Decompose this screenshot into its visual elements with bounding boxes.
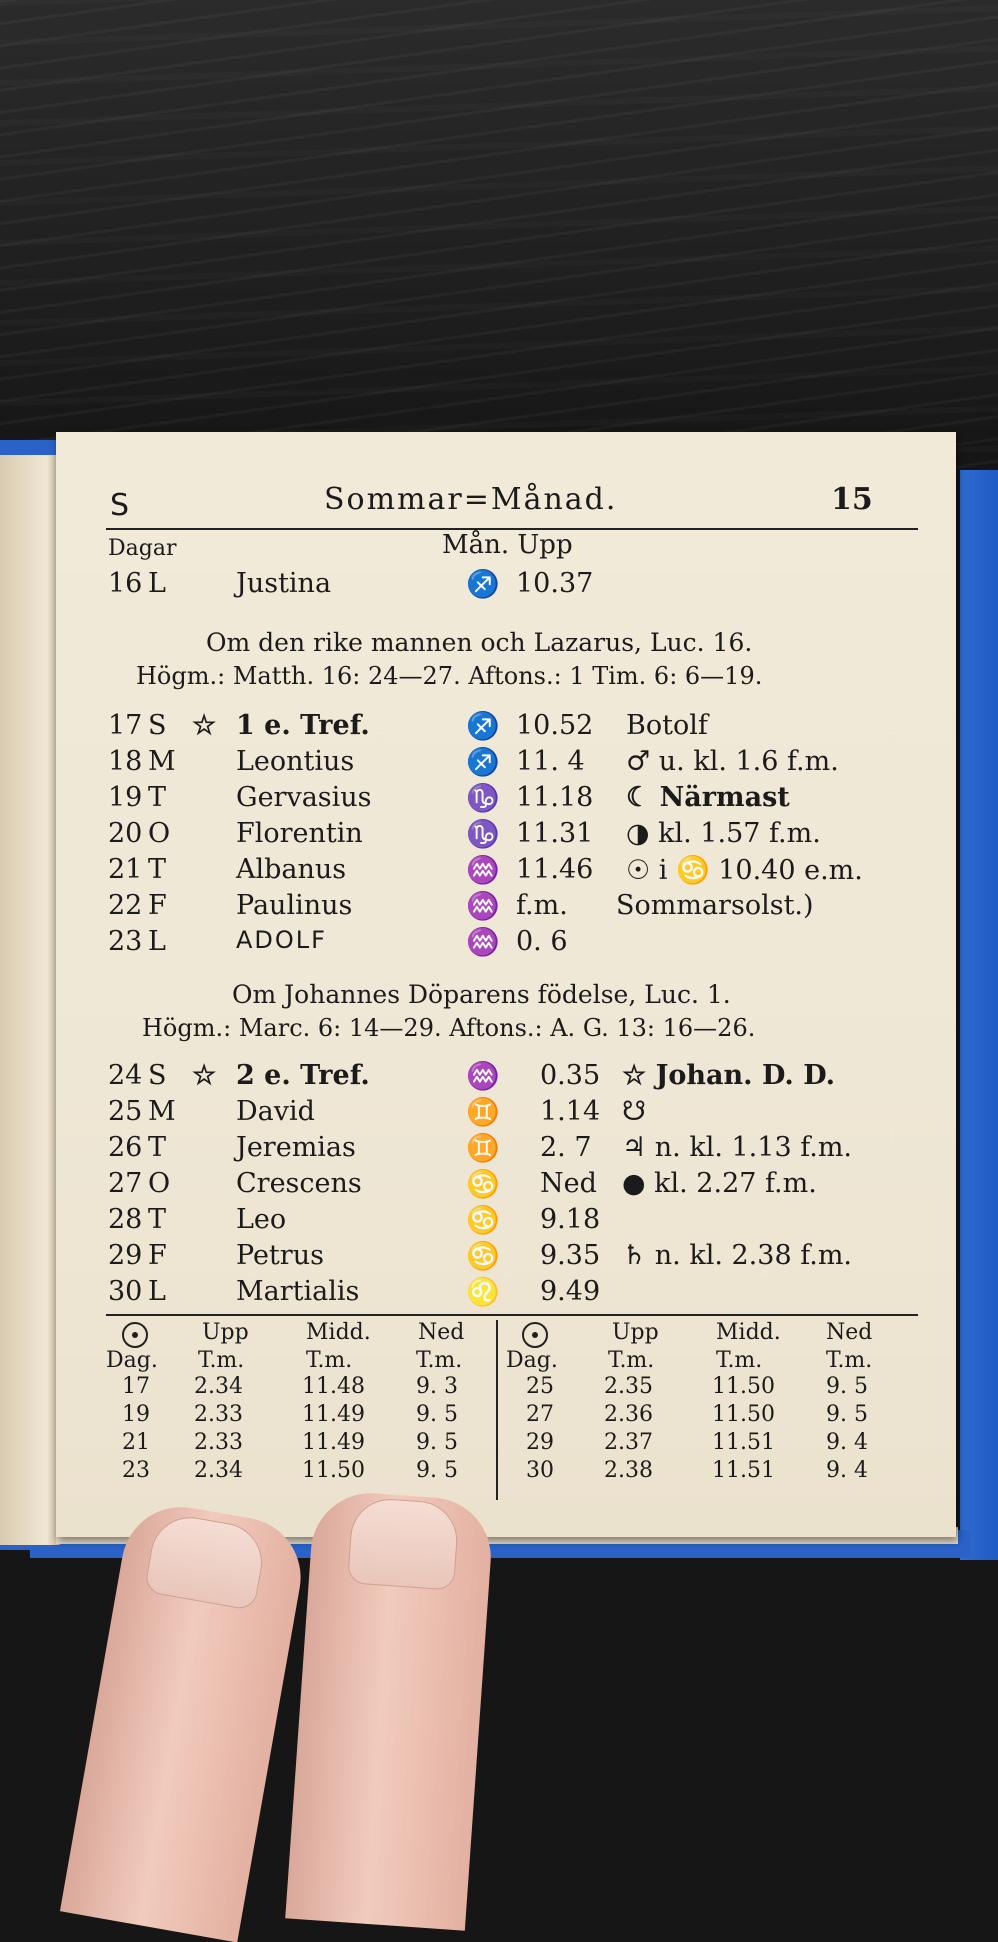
table-cell: 9. 4 — [826, 1458, 868, 1483]
moon-time: 9.35 — [540, 1240, 601, 1271]
col-header: T.m. — [416, 1348, 463, 1373]
weekday-letter: S — [148, 1060, 167, 1091]
weekday-letter: L — [148, 926, 166, 957]
table-cell: 9. 3 — [416, 1374, 458, 1399]
page-title: Sommar=Månad. — [324, 482, 618, 517]
name-day: Justina — [236, 568, 332, 599]
day-number: 27 — [108, 1168, 143, 1199]
sermon-title: Om den rike mannen och Lazarus, Luc. 16. — [206, 628, 753, 657]
sun-icon — [122, 1322, 148, 1348]
sun-table-right — [506, 1318, 926, 1498]
name-day: 2 e. Tref. — [236, 1060, 370, 1091]
table-cell: 2.33 — [194, 1430, 243, 1455]
day-number: 22 — [108, 890, 143, 921]
col-header: Dag. — [106, 1348, 158, 1373]
row-note: ◑ kl. 1.57 f.m. — [626, 818, 821, 849]
weekday-letter: S — [148, 710, 167, 741]
name-day: Leontius — [236, 746, 355, 777]
book-cover-right — [960, 470, 998, 1560]
weekday-letter: T — [148, 1132, 167, 1163]
row-note: Sommarsolst.) — [616, 890, 814, 921]
day-number: 20 — [108, 818, 143, 849]
sun-icon — [522, 1322, 548, 1348]
row-note: ♄ n. kl. 2.38 f.m. — [622, 1240, 853, 1271]
almanac-page — [56, 432, 956, 1537]
table-cell: 27 — [526, 1402, 554, 1427]
zodiac-icon: ♒ — [466, 927, 500, 958]
col-header: Upp — [202, 1320, 249, 1345]
moon-time: 0.35 — [540, 1060, 601, 1091]
moon-time: 9.49 — [540, 1276, 601, 1307]
sermon-title: Om Johannes Döparens födelse, Luc. 1. — [232, 980, 731, 1009]
table-cell: 2.33 — [194, 1402, 243, 1427]
table-cell: 23 — [122, 1458, 150, 1483]
moon-time: 11.18 — [516, 782, 594, 813]
day-number: 17 — [108, 710, 143, 741]
table-cell: 9. 5 — [416, 1458, 458, 1483]
table-cell: 29 — [526, 1430, 554, 1455]
col-header: Upp — [612, 1320, 659, 1345]
zodiac-icon: ♑ — [466, 783, 500, 814]
weekday-letter: F — [148, 890, 167, 921]
table-divider — [496, 1320, 498, 1500]
day-number: 30 — [108, 1276, 143, 1307]
col-header: Dag. — [506, 1348, 558, 1373]
table-cell: 2.36 — [604, 1402, 653, 1427]
moon-time: 10.52 — [516, 710, 594, 741]
day-number: 21 — [108, 854, 143, 885]
name-day: Paulinus — [236, 890, 353, 921]
day-number: 25 — [108, 1096, 143, 1127]
col-header: Midd. — [716, 1320, 781, 1345]
table-cell: 9. 5 — [416, 1430, 458, 1455]
zodiac-icon: ♐ — [466, 747, 500, 778]
sunday-star-icon: ☆ — [192, 1060, 217, 1091]
sun-table-left — [106, 1318, 496, 1498]
table-cell: 17 — [122, 1374, 150, 1399]
sermon-readings: Högm.: Marc. 6: 14—29. Aftons.: A. G. 13: 16—26. — [142, 1014, 756, 1042]
table-rule — [106, 1314, 918, 1316]
table-cell: 9. 5 — [416, 1402, 458, 1427]
weekday-letter: T — [148, 854, 167, 885]
weekday-letter: M — [148, 1096, 176, 1127]
zodiac-icon: ♊ — [466, 1133, 500, 1164]
table-cell: 11.51 — [712, 1430, 775, 1455]
day-number: 29 — [108, 1240, 143, 1271]
table-cell: 2.38 — [604, 1458, 653, 1483]
zodiac-icon: ♐ — [466, 711, 500, 742]
name-day: ADOLF — [236, 926, 327, 954]
table-cell: 9. 5 — [826, 1402, 868, 1427]
row-note: ● kl. 2.27 f.m. — [622, 1168, 817, 1199]
col-header: Midd. — [306, 1320, 371, 1345]
table-cell: 11.51 — [712, 1458, 775, 1483]
weekday-letter: T — [148, 1204, 167, 1235]
col-header: Ned — [826, 1320, 873, 1345]
zodiac-icon: ♊ — [466, 1097, 500, 1128]
sermon-readings: Högm.: Matth. 16: 24—27. Aftons.: 1 Tim. 6: 6—19. — [136, 662, 763, 690]
table-cell: 11.50 — [712, 1402, 775, 1427]
table-cell: 2.34 — [194, 1458, 243, 1483]
fingernail-right — [347, 1496, 460, 1590]
weekday-letter: M — [148, 746, 176, 777]
name-day: Albanus — [236, 854, 347, 885]
name-day: 1 e. Tref. — [236, 710, 370, 741]
table-cell: 21 — [122, 1430, 150, 1455]
table-cell: 2.34 — [194, 1374, 243, 1399]
name-day: David — [236, 1096, 315, 1127]
zodiac-icon: ♋ — [466, 1169, 500, 1200]
weekday-letter: O — [148, 818, 171, 849]
col-header: T.m. — [716, 1348, 763, 1373]
name-day: Petrus — [236, 1240, 324, 1271]
weekday-letter: L — [148, 568, 166, 599]
moon-time: 11.31 — [516, 818, 594, 849]
name-day: Crescens — [236, 1168, 362, 1199]
moon-time: 9.18 — [540, 1204, 601, 1235]
moon-time: f.m. — [516, 890, 568, 921]
name-day: Leo — [236, 1204, 287, 1235]
zodiac-icon: ♐ — [466, 569, 500, 600]
col-header: Ned — [418, 1320, 465, 1345]
moon-time: 1.14 — [540, 1096, 601, 1127]
table-cell: 9. 4 — [826, 1430, 868, 1455]
name-day: Martialis — [236, 1276, 360, 1307]
col-header: T.m. — [306, 1348, 353, 1373]
signature-letter: S — [110, 488, 130, 523]
table-cell: 25 — [526, 1374, 554, 1399]
table-cell: 9. 5 — [826, 1374, 868, 1399]
zodiac-icon: ♒ — [466, 891, 500, 922]
day-number: 16 — [108, 568, 143, 599]
day-number: 24 — [108, 1060, 143, 1091]
table-cell: 11.50 — [712, 1374, 775, 1399]
day-number: 23 — [108, 926, 143, 957]
page-number: 15 — [831, 482, 873, 517]
zodiac-icon: ♒ — [466, 855, 500, 886]
row-note: ♃ n. kl. 1.13 f.m. — [622, 1132, 853, 1163]
name-day: Gervasius — [236, 782, 372, 813]
col-header: T.m. — [198, 1348, 245, 1373]
moon-time: 11. 4 — [516, 746, 585, 777]
col-header: T.m. — [608, 1348, 655, 1373]
sunday-star-icon: ☆ — [192, 710, 217, 741]
moon-time: 10.37 — [516, 568, 594, 599]
row-note: ☾ Närmast — [626, 782, 790, 813]
zodiac-icon: ♌ — [466, 1277, 500, 1308]
facing-page — [0, 455, 60, 1545]
row-note: ☋ — [622, 1096, 646, 1127]
table-cell: 11.50 — [302, 1458, 365, 1483]
weekday-letter: L — [148, 1276, 166, 1307]
table-cell: 19 — [122, 1402, 150, 1427]
name-day: Florentin — [236, 818, 363, 849]
day-number: 19 — [108, 782, 143, 813]
dagar-label: Dagar — [108, 536, 177, 561]
moon-time: 2. 7 — [540, 1132, 592, 1163]
table-cell: 30 — [526, 1458, 554, 1483]
zodiac-icon: ♒ — [466, 1061, 500, 1092]
weekday-letter: T — [148, 782, 167, 813]
moon-rise-label: Mån. Upp — [442, 530, 573, 560]
table-cell: 2.37 — [604, 1430, 653, 1455]
table-surface — [0, 0, 998, 470]
table-cell: 2.35 — [604, 1374, 653, 1399]
day-number: 26 — [108, 1132, 143, 1163]
row-note: ☉ i ♋ 10.40 e.m. — [626, 855, 863, 886]
zodiac-icon: ♑ — [466, 819, 500, 850]
weekday-letter: O — [148, 1168, 171, 1199]
weekday-letter: F — [148, 1240, 167, 1271]
row-note: ☆ Johan. D. D. — [622, 1060, 836, 1091]
table-cell: 11.48 — [302, 1374, 365, 1399]
row-note: Botolf — [626, 710, 708, 741]
day-number: 18 — [108, 746, 143, 777]
table-cell: 11.49 — [302, 1402, 365, 1427]
moon-time: Ned — [540, 1168, 597, 1199]
zodiac-icon: ♋ — [466, 1241, 500, 1272]
col-header: T.m. — [826, 1348, 873, 1373]
table-cell: 11.49 — [302, 1430, 365, 1455]
day-number: 28 — [108, 1204, 143, 1235]
zodiac-icon: ♋ — [466, 1205, 500, 1236]
moon-time: 11.46 — [516, 854, 594, 885]
name-day: Jeremias — [236, 1132, 356, 1163]
row-note: ♂ u. kl. 1.6 f.m. — [626, 746, 839, 777]
moon-time: 0. 6 — [516, 926, 568, 957]
